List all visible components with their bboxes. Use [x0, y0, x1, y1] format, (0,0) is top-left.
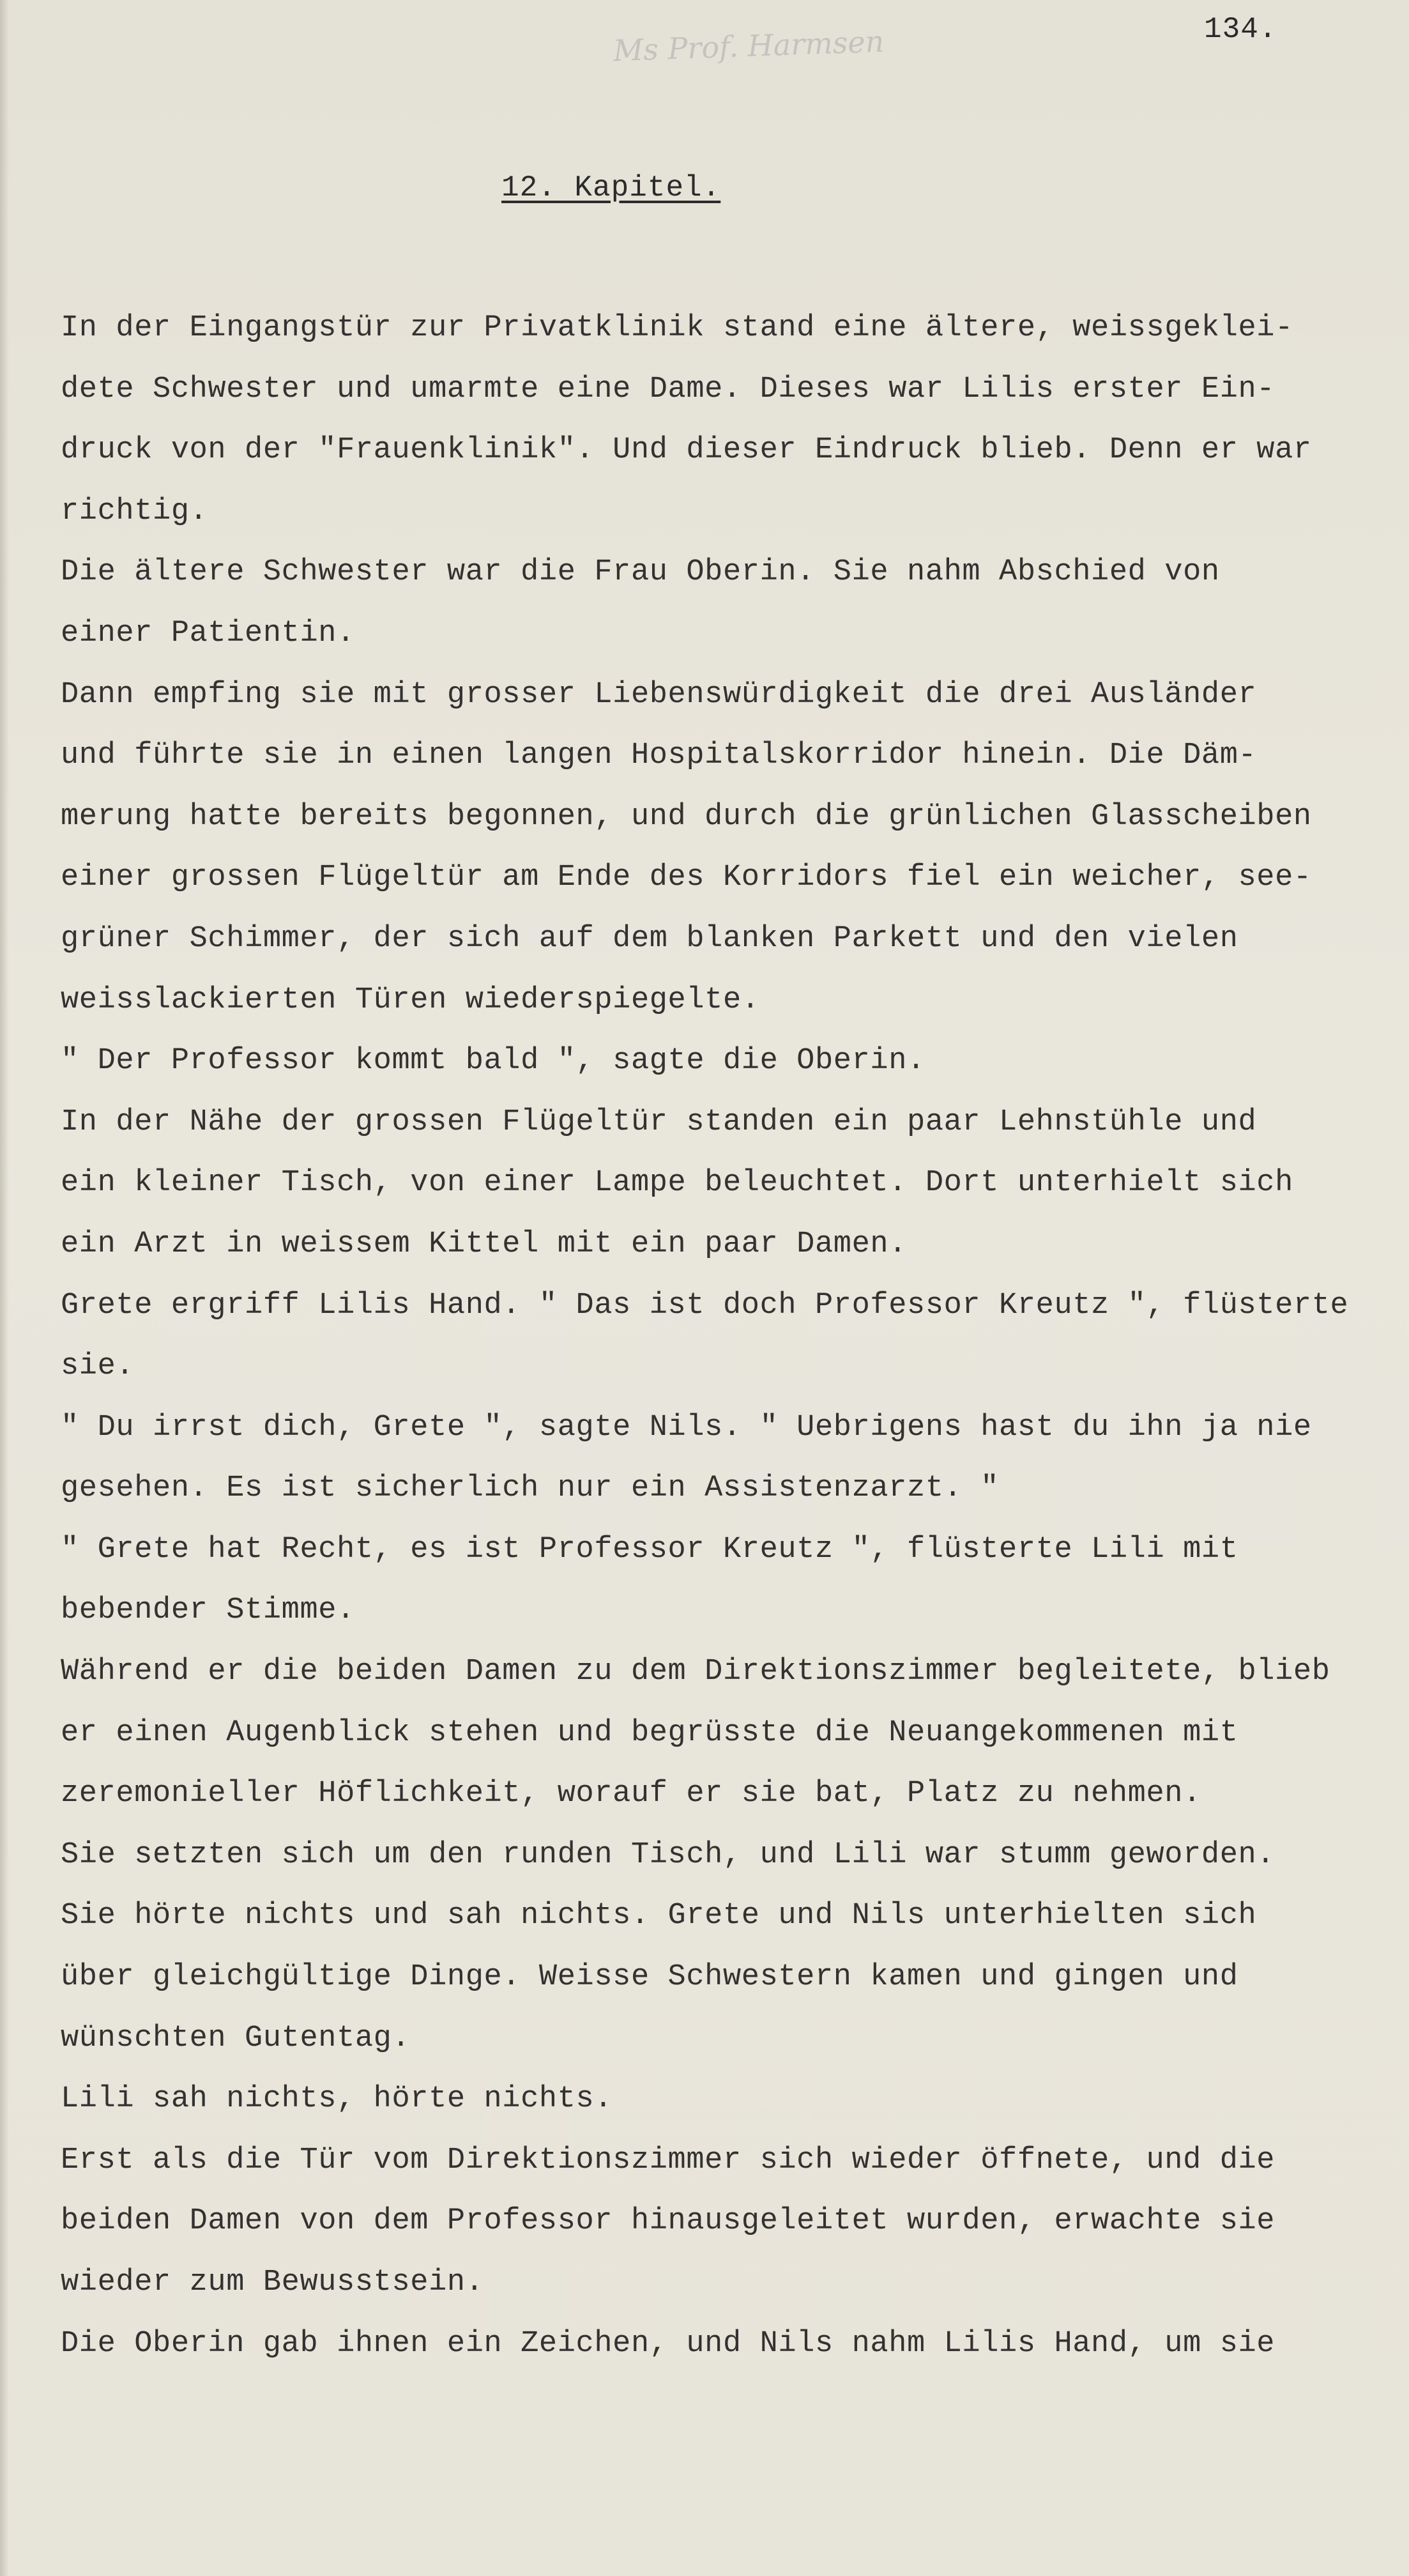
text-line: weisslackierten Türen wiederspiegelte.: [61, 983, 760, 1017]
text-line: ein Arzt in weissem Kittel mit ein paar Damen.: [61, 1227, 908, 1261]
text-line: einer grossen Flügeltür am Ende des Korridors fiel ein weicher, see-: [61, 861, 1312, 895]
page-number: 134.: [1204, 13, 1277, 46]
text-line: Während er die beiden Damen zu dem Direktionszimmer begleitete, blieb: [61, 1655, 1330, 1689]
text-line: grüner Schimmer, der sich auf dem blanken Parkett und den vielen: [61, 921, 1238, 956]
text-line: Sie hörte nichts und sah nichts. Grete und Nils unterhielten sich: [61, 1899, 1257, 1933]
text-line: Die Oberin gab ihnen ein Zeichen, und Nils nahm Lilis Hand, um sie: [61, 2326, 1276, 2361]
text-line: Sie setzten sich um den runden Tisch, und Lili war stumm geworden.: [61, 1837, 1276, 1872]
text-line: und führte sie in einen langen Hospitalskorridor hinein. Die Däm-: [61, 739, 1257, 773]
chapter-title: 12. Kapitel.: [501, 171, 721, 204]
text-line: sie.: [61, 1349, 135, 1384]
paper-edge-shadow: [0, 0, 9, 2576]
text-line: In der Nähe der grossen Flügeltür standen ein paar Lehnstühle und: [61, 1105, 1257, 1139]
text-line: Dann empfing sie mit grosser Liebenswürdigkeit die drei Ausländer: [61, 677, 1257, 712]
text-line: druck von der "Frauenklinik". Und dieser Eindruck blieb. Denn er war: [61, 433, 1312, 468]
text-line: Die ältere Schwester war die Frau Oberin. Sie nahm Abschied von: [61, 555, 1220, 590]
text-line: einer Patientin.: [61, 616, 355, 650]
text-line: merung hatte bereits begonnen, und durch die grünlichen Glasscheiben: [61, 799, 1312, 834]
text-line: richtig.: [61, 494, 208, 528]
text-line: bebender Stimme.: [61, 1593, 355, 1628]
text-line: In der Eingangstür zur Privatklinik stand eine ältere, weissgeklei-: [61, 311, 1293, 345]
text-line: beiden Damen von dem Professor hinausgeleitet wurden, erwachte sie: [61, 2204, 1276, 2239]
body-text: [61, 298, 1383, 2374]
text-line: " Grete hat Recht, es ist Professor Kreutz ", flüsterte Lili mit: [61, 1532, 1238, 1567]
text-line: gesehen. Es ist sicherlich nur ein Assistenzarzt. ": [61, 1471, 1000, 1506]
text-line: Grete ergriff Lilis Hand. " Das ist doch Professor Kreutz ", flüsterte: [61, 1288, 1349, 1322]
text-line: wieder zum Bewusstsein.: [61, 2266, 484, 2299]
text-line: zeremonieller Höflichkeit, worauf er sie bat, Platz zu nehmen.: [61, 1777, 1201, 1811]
text-line: " Der Professor kommt bald ", sagte die Oberin.: [61, 1044, 925, 1078]
text-line: er einen Augenblick stehen und begrüsste die Neuangekommenen mit: [61, 1715, 1238, 1750]
text-line: über gleichgültige Dinge. Weisse Schwestern kamen und gingen und: [61, 1960, 1238, 1995]
text-line: ein kleiner Tisch, von einer Lampe beleuchtet. Dort unterhielt sich: [61, 1166, 1293, 1200]
text-line: dete Schwester und umarmte eine Dame. Dieses war Lilis erster Ein-: [61, 372, 1276, 406]
text-line: Erst als die Tür vom Direktionszimmer sich wieder öffnete, und die: [61, 2143, 1276, 2177]
text-line: " Du irrst dich, Grete ", sagte Nils. " Uebrigens hast du ihn ja nie: [61, 1410, 1312, 1445]
text-line: Lili sah nichts, hörte nichts.: [61, 2082, 613, 2117]
pencil-annotation: Ms Prof. Harmsen: [613, 24, 885, 68]
text-line: wünschten Gutentag.: [61, 2021, 411, 2055]
